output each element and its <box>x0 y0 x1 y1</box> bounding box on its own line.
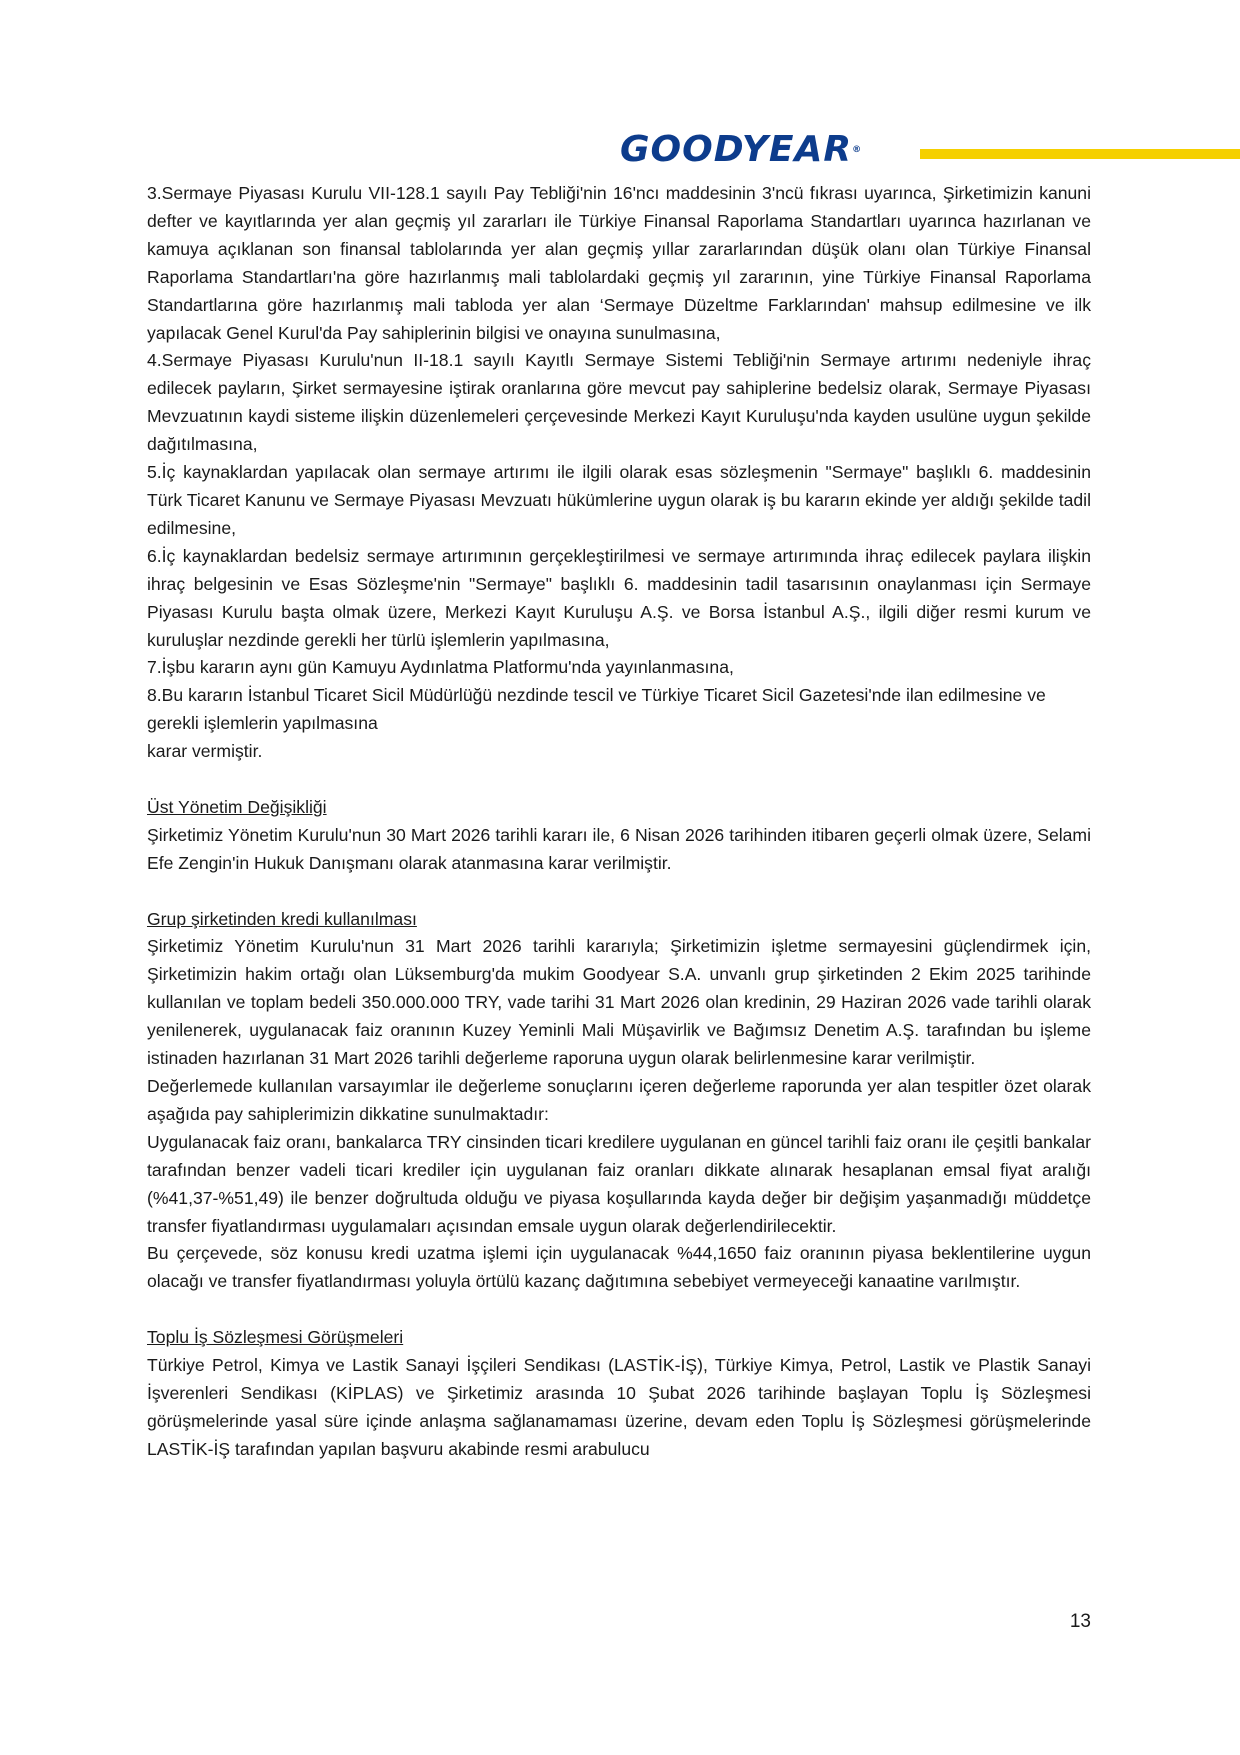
paragraph: Uygulanacak faiz oranı, bankalarca TRY cinsinden ticari kredilere uygulanan en güncel tarihli faiz oranı ile çeşitli bankalar tarafından benzer vadeli ticari krediler için uygulanan faiz oranları dikkate alınarak hesaplanan emsal fiyat aralığı (%41,37-%51,49) ile benzer doğrultuda olduğu ve piyasa koşullarında kayda değer bir değişim yaşanmadığı müddetçe transfer fiyatlandırması uygulamaları açısından emsale uygun olarak değerlendirilecektir. <box>147 1131 1091 1236</box>
goodyear-logo <box>620 128 862 172</box>
paragraph: Türkiye Petrol, Kimya ve Lastik Sanayi İşçileri Sendikası (LASTİK-İŞ), Türkiye Kimya, Petrol, Lastik ve Plastik Sanayi İşverenleri Sendikası (KİPLAS) ve Şirketimiz arasında 10 Şubat 2026 tarihinde başlayan Toplu İş Sözleşmesi görüşmelerinde yasal süre içinde anlaşma sağlanamaması üzerine, devam eden Toplu İş Sözleşmesi görüşmelerinde LASTİK-İŞ tarafından yapılan başvuru akabinde resmi arabulucu <box>147 1355 1091 1459</box>
page-header <box>620 128 1240 178</box>
logo-text: GOODYEAR <box>620 129 853 170</box>
document-body <box>147 180 1091 1464</box>
page-number: 13 <box>1069 1611 1091 1632</box>
paragraph: Bu çerçevede, söz konusu kredi uzatma işlemi için uygulanacak %44,1650 faiz oranının piyasa beklentilerine uygun olacağı ve transfer fiyatlandırması yoluyla örtülü kazanç dağıtımına sebebiyet vermeyeceği kanaatine varılmıştır. <box>147 1243 1091 1292</box>
brand-stripe <box>920 149 1240 159</box>
spacer <box>147 766 1091 794</box>
registered-mark-icon: ® <box>852 145 863 155</box>
paragraph: Şirketimiz Yönetim Kurulu'nun 31 Mart 2026 tarihli kararıyla; Şirketimizin işletme sermayesini güçlendirmek için, Şirketimizin hakim ortağı olan Lüksemburg'da mukim Goodyear S.A. unvanlı grup şirketinden 2 Ekim 2025 tarihinde kullanılan ve toplam bedeli 350.000.000 TRY, vade tarihi 31 Mart 2026 olan kredinin, 29 Haziran 2026 vade tarihli olarak yenilenerek, uygulanacak faiz oranının Kuzey Yeminli Mali Müşavirlik ve Bağımsız Denetim A.Ş. tarafından bu işleme istinaden hazırlanan 31 Mart 2026 tarihli değerleme raporuna uygun olarak belirlenmesine karar verilmiştir. <box>147 936 1091 1069</box>
section-heading: Üst Yönetim Değişikliği <box>147 796 327 817</box>
spacer <box>147 878 1091 906</box>
spacer <box>147 1296 1091 1324</box>
paragraph: 7.İşbu kararın aynı gün Kamuyu Aydınlatma Platformu'nda yayınlanmasına, <box>147 657 734 678</box>
paragraph: karar vermiştir. <box>147 741 263 762</box>
paragraph: 8.Bu kararın İstanbul Ticaret Sicil Müdürlüğü nezdinde tescil ve Türkiye Ticaret Sicil Gazetesi'nde ilan edilmesine ve gerekli işlemlerin yapılmasına <box>147 685 1046 734</box>
paragraph: 6.İç kaynaklardan bedelsiz sermaye artırımının gerçekleştirilmesi ve sermaye artırımında ihraç edilecek paylara ilişkin ihraç belgesinin ve Esas Sözleşme'nin "Sermaye" başlıklı 6. maddesinin tadil tasarısının onaylanması için Sermaye Piyasası Kurulu başta olmak üzere, Merkezi Kayıt Kuruluşu A.Ş. ve Borsa İstanbul A.Ş., ilgili diğer resmi kurum ve kuruluşlar nezdinde gerekli her türlü işlemlerin yapılmasına, <box>147 545 1091 650</box>
section-heading: Toplu İş Sözleşmesi Görüşmeleri <box>147 1327 404 1348</box>
paragraph: 5.İç kaynaklardan yapılacak olan sermaye artırımı ile ilgili olarak esas sözleşmenin "Sermaye" başlıklı 6. maddesinin Türk Ticaret Kanunu ve Sermaye Piyasası Mevzuatı hükümlerine uygun olarak iş bu kararın ekinde yer aldığı şekilde tadil edilmesine, <box>147 462 1091 538</box>
paragraph: Değerlemede kullanılan varsayımlar ile değerleme sonuçlarını içeren değerleme raporunda yer alan tespitler özet olarak aşağıda pay sahiplerimizin dikkatine sunulmaktadır: <box>147 1075 1091 1124</box>
section-heading: Grup şirketinden kredi kullanılması <box>147 908 417 929</box>
paragraph: 3.Sermaye Piyasası Kurulu VII-128.1 sayılı Pay Tebliği'nin 16'ncı maddesinin 3'ncü fıkrası uyarınca, Şirketimizin kanuni defter ve kayıtlarında yer alan geçmiş yıl zararları ile Türkiye Finansal Raporlama Standartları uyarınca hazırlanan ve kamuya açıklanan son finansal tablolarında yer alan geçmiş yıllar zararlarından düşük olanı olan Türkiye Finansal Raporlama Standartları'na göre hazırlanmış mali tablolardaki geçmiş yıl zararının, yine Türkiye Finansal Raporlama Standartlarına göre hazırlanmış mali tabloda yer alan ‘Sermaye Düzeltme Farklarından' mahsup edilmesine ve ilk yapılacak Genel Kurul'da Pay sahiplerinin bilgisi ve onayına sunulmasına, <box>147 183 1091 343</box>
paragraph: Şirketimiz Yönetim Kurulu'nun 30 Mart 2026 tarihli kararı ile, 6 Nisan 2026 tarihinden itibaren geçerli olmak üzere, Selami Efe Zengin'in Hukuk Danışmanı olarak atanmasına karar verilmiştir. <box>147 824 1091 873</box>
paragraph: 4.Sermaye Piyasası Kurulu'nun II-18.1 sayılı Kayıtlı Sermaye Sistemi Tebliği'nin Sermaye artırımı nedeniyle ihraç edilecek payların, Şirket sermayesine iştirak oranlarına göre mevcut pay sahiplerine bedelsiz olarak, Sermaye Piyasası Mevzuatının kaydi sisteme ilişkin düzenlemeleri çerçevesinde Merkezi Kayıt Kuruluşu'nda kayden usulüne uygun şekilde dağıtılmasına, <box>147 350 1091 455</box>
